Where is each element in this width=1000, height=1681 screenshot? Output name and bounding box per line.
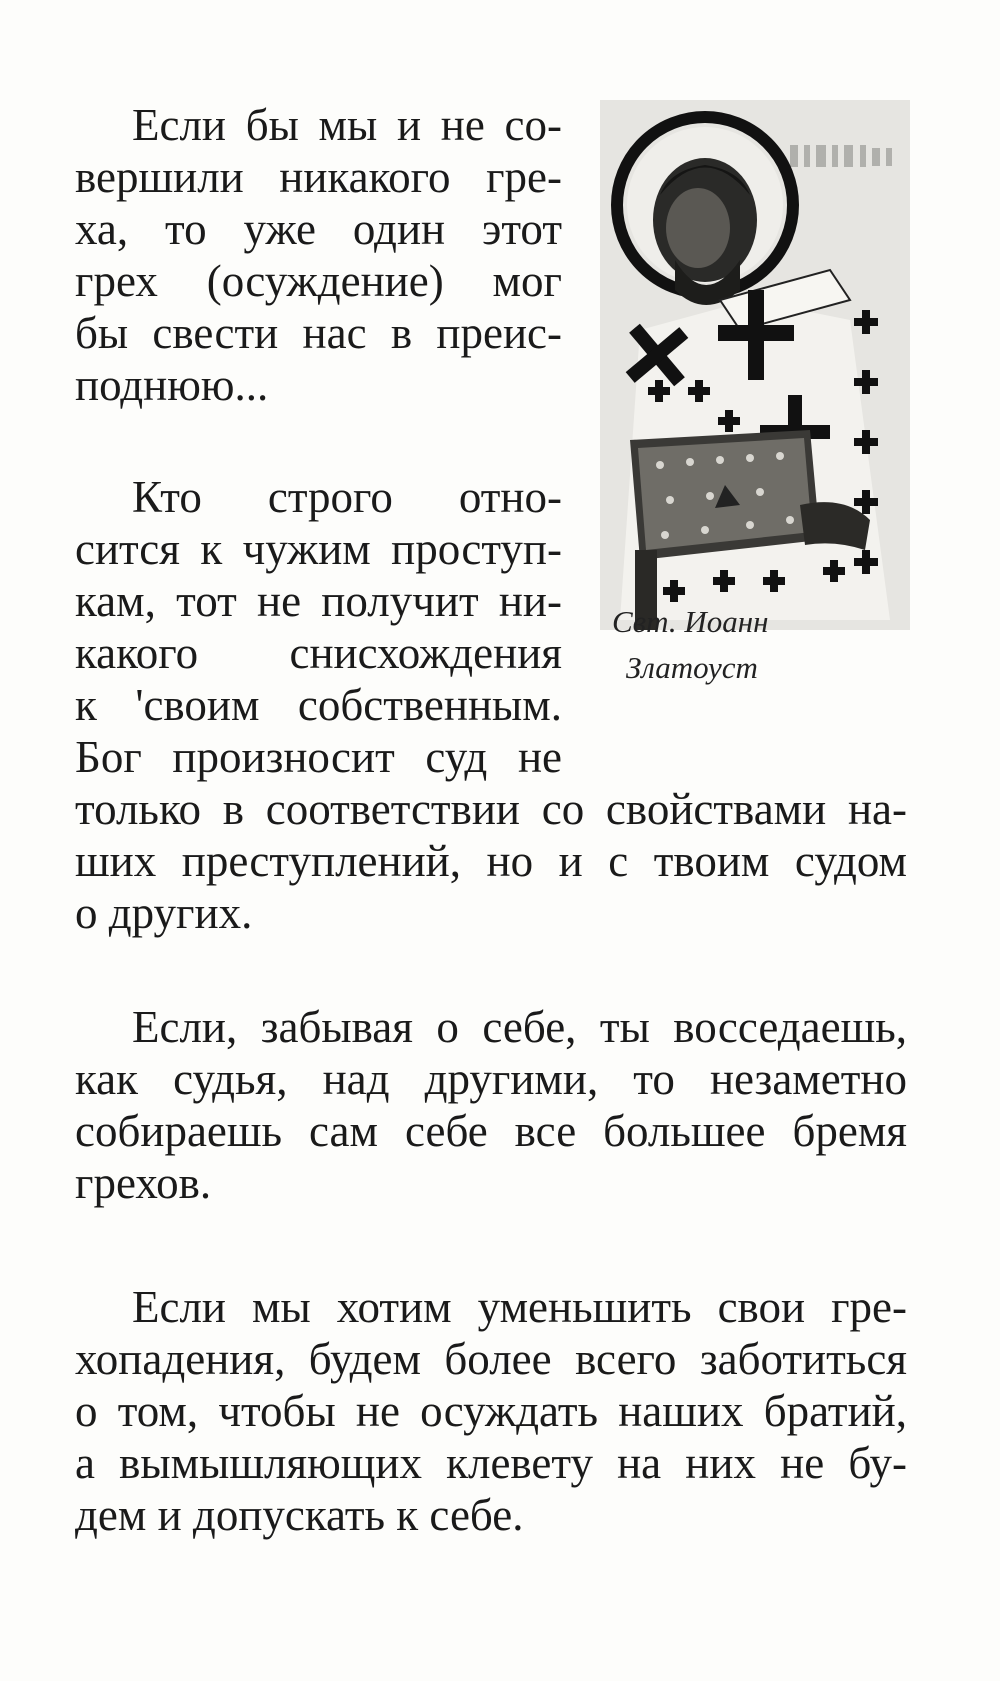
text-line: Кто строго отно-: [132, 472, 562, 522]
text-line: поднюю...: [75, 360, 269, 410]
text-line: только в соответствии со свойствами на-: [75, 784, 907, 834]
text-line: ших преступлений, но и с твоим судом: [75, 836, 907, 886]
icon-caption-line2: Златоуст: [626, 650, 758, 685]
text-line: кам, тот не получит ни-: [75, 576, 562, 626]
text-line: а вымышляющих клевету на них не бу-: [75, 1438, 907, 1488]
text-line: грех (осуждение) мог: [75, 256, 562, 306]
saint-icon-image: [600, 100, 910, 630]
text-line: Если, забывая о себе, ты восседаешь,: [132, 1002, 907, 1052]
text-line: о других.: [75, 888, 253, 938]
text-line: бы свести нас в преис-: [75, 308, 562, 358]
text-line: дем и допускать к себе.: [75, 1490, 524, 1540]
text-line: собираешь сам себе все большее бремя: [75, 1106, 907, 1156]
text-line: Бог произносит суд не: [75, 732, 562, 782]
text-line: как судья, над другими, то незаметно: [75, 1054, 907, 1104]
text-line: хопадения, будем более всего заботиться: [75, 1334, 907, 1384]
text-line: вершили никакого гре-: [75, 152, 562, 202]
text-line: грехов.: [75, 1158, 212, 1208]
text-line: ха, то уже один этот: [75, 204, 562, 254]
icon-caption-line1: Свт. Иоанн: [612, 604, 769, 639]
text-line: сится к чужим проступ-: [75, 524, 562, 574]
st-john-chrysostom-icon: [600, 100, 910, 630]
text-line: Если мы хотим уменьшить свои гре-: [132, 1282, 907, 1332]
text-line: к 'своим собственным.: [75, 680, 562, 730]
text-line: о том, чтобы не осуждать наших братий,: [75, 1386, 907, 1436]
text-line: Если бы мы и не со-: [132, 100, 562, 150]
text-line: какого снисхождения: [75, 628, 562, 678]
